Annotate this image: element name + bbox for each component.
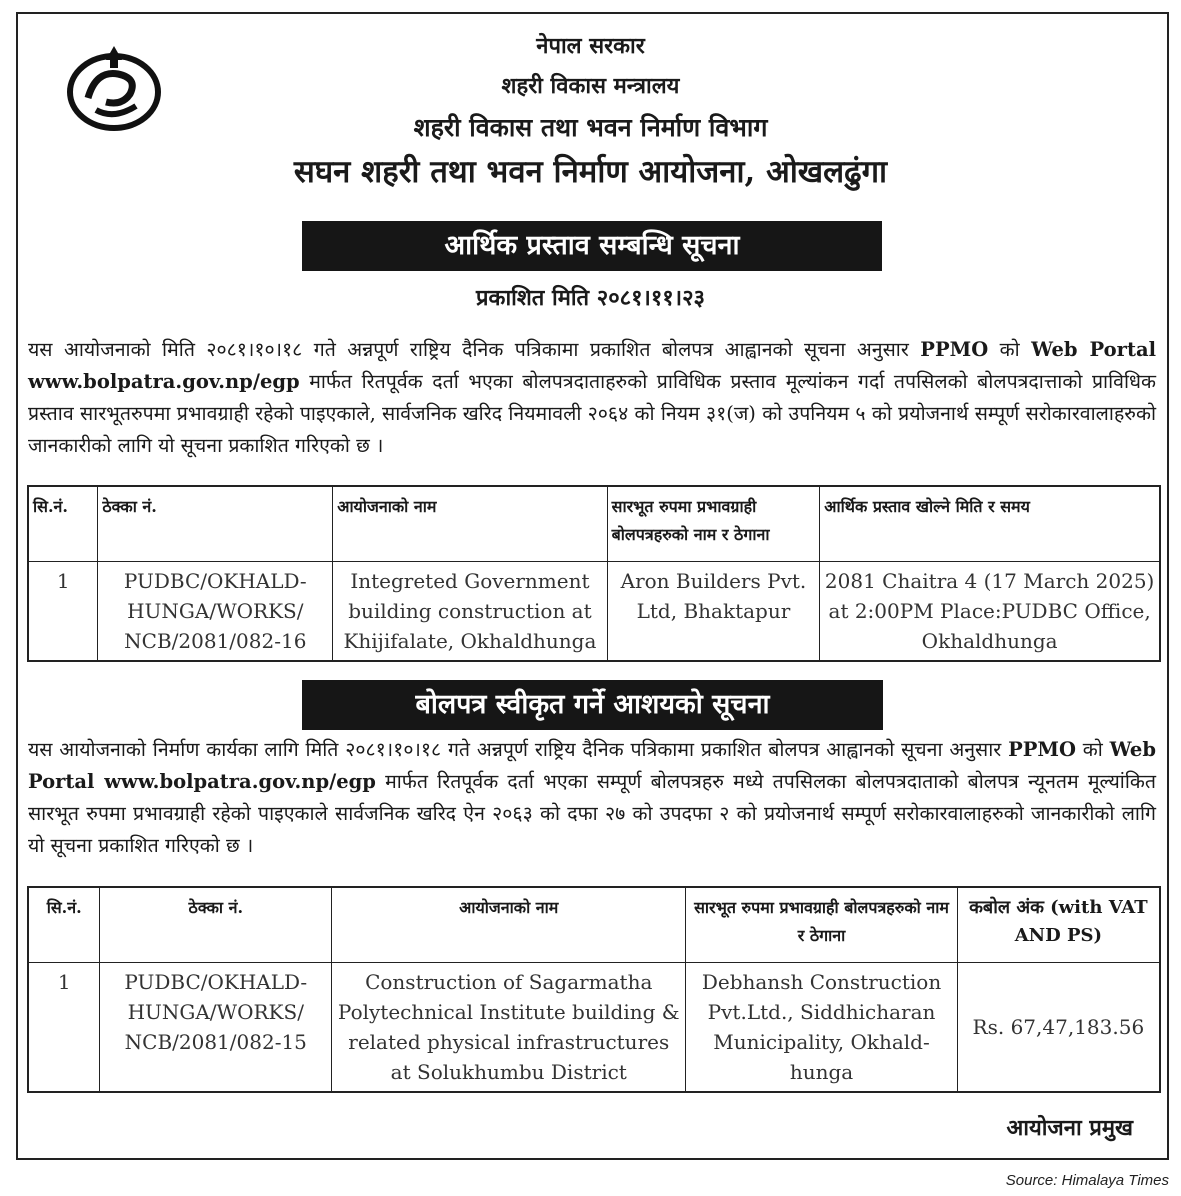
signature: आयोजना प्रमुख (1006, 1115, 1133, 1141)
col-header-sn: सि.नं. (28, 486, 98, 562)
col-header-opening: आर्थिक प्रस्ताव खोल्ने मिति र समय (820, 486, 1160, 562)
cell-contract: PUDBC/OKHALD-HUNGA/WORKS/ NCB/2081/082-15 (100, 963, 332, 1093)
cell-amount: Rs. 67,47,183.56 (957, 963, 1160, 1093)
cell-sn: 1 (28, 562, 98, 662)
cell-bidder: Debhansh Construction Pvt.Ltd., Siddhicharan Municipality, Okhald-hunga (686, 963, 957, 1093)
notice2-paragraph: यस आयोजनाको निर्माण कार्यका लागि मिति २०८१।१०।१८ गते अन्नपूर्ण राष्ट्रिय दैनिक पत्रिकामा प्रकाशित बोलपत्र आह्वानको सूचना अनुसार PPMO को Web Portal www.bolpatra.gov.np/egp मार्फत रितपूर्वक दर्ता भएका सम्पूर्ण बोलपत्रहरु मध्ये तपसिलका बोलपत्रदाताको बोलपत्र न्यूनतम मूल्यांकित सारभूत रुपमा प्रभावग्राही रहेको पाइएकाले सार्वजनिक खरिद ऐन २०६३ को दफा २७ को उपदफा २ को प्रयोजनार्थ सम्पूर्ण सरोकारवालाहरुको जानकारीको लागि यो सूचना प्रकाशित गरिएको छ । (28, 738, 1156, 857)
project-office-name: सघन शहरी तथा भवन निर्माण आयोजना, ओखलढुंगा (293, 154, 888, 190)
col-header-amount: कबोल अंक (with VAT AND PS) (957, 887, 1160, 963)
table-row (28, 562, 1160, 662)
cell-project: Integreted Government building construction at Khijifalate, Okhaldhunga (333, 562, 607, 662)
col-header-project: आयोजनाको नाम (333, 486, 607, 562)
col-header-bidder: सारभूत रुपमा प्रभावग्राही बोलपत्रहरुको नाम र ठेगाना (686, 887, 957, 963)
cell-bidder: Aron Builders Pvt. Ltd, Bhaktapur (607, 562, 820, 662)
col-header-sn: सि.नं. (28, 887, 100, 963)
notice2-table (27, 886, 1161, 1093)
published-date: प्रकाशित मिति २०८१।११।२३ (476, 285, 705, 311)
government-name: नेपाल सरकार (536, 33, 645, 59)
table-header-row (28, 486, 1160, 562)
col-header-project: आयोजनाको नाम (332, 887, 686, 963)
ministry-name: शहरी विकास मन्त्रालय (501, 73, 680, 99)
cell-sn: 1 (28, 963, 100, 1093)
notice2-banner: बोलपत्र स्वीकृत गर्ने आशयको सूचना (302, 680, 883, 730)
table-row (28, 963, 1160, 1093)
source-credit: Source: Himalaya Times (1005, 1172, 1169, 1189)
notice1-table (27, 485, 1161, 662)
cell-contract: PUDBC/OKHALD-HUNGA/WORKS/ NCB/2081/082-16 (98, 562, 333, 662)
table-header-row (28, 887, 1160, 963)
notice1-paragraph: यस आयोजनाको मिति २०८१।१०।१८ गते अन्नपूर्ण राष्ट्रिय दैनिक पत्रिकामा प्रकाशित बोलपत्र आह्वानको सूचना अनुसार PPMO को Web Portal www.bolpatra.gov.np/egp मार्फत रितपूर्वक दर्ता भएका बोलपत्रदाताहरुको प्राविधिक प्रस्ताव मूल्यांकन गर्दा तपसिलको बोलपत्रदात्ताको प्राविधिक प्रस्ताव सारभूतरुपमा प्रभावग्राही रहेको पाइएकाले, सार्वजनिक खरिद नियमावली २०६४ को नियम ३१(ज) को उपनियम ५ को प्रयोजनार्थ सम्पूर्ण सरोकारवालाहरुको जानकारीको लागि यो सूचना प्रकाशित गरिएको छ । (28, 338, 1157, 457)
col-header-contract: ठेक्का नं. (98, 486, 333, 562)
cell-project: Construction of Sagarmatha Polytechnical Institute building & related physical infrastructures at Solukhumbu District (332, 963, 686, 1093)
cell-opening: 2081 Chaitra 4 (17 March 2025) at 2:00PM Place:PUDBC Office, Okhaldhunga (820, 562, 1160, 662)
col-header-contract: ठेक्का नं. (100, 887, 332, 963)
department-name: शहरी विकास तथा भवन निर्माण विभाग (413, 113, 768, 142)
col-header-bidder: सारभूत रुपमा प्रभावग्राही बोलपत्रहरुको नाम र ठेगाना (607, 486, 820, 562)
notice1-banner: आर्थिक प्रस्ताव सम्बन्धि सूचना (302, 221, 882, 271)
